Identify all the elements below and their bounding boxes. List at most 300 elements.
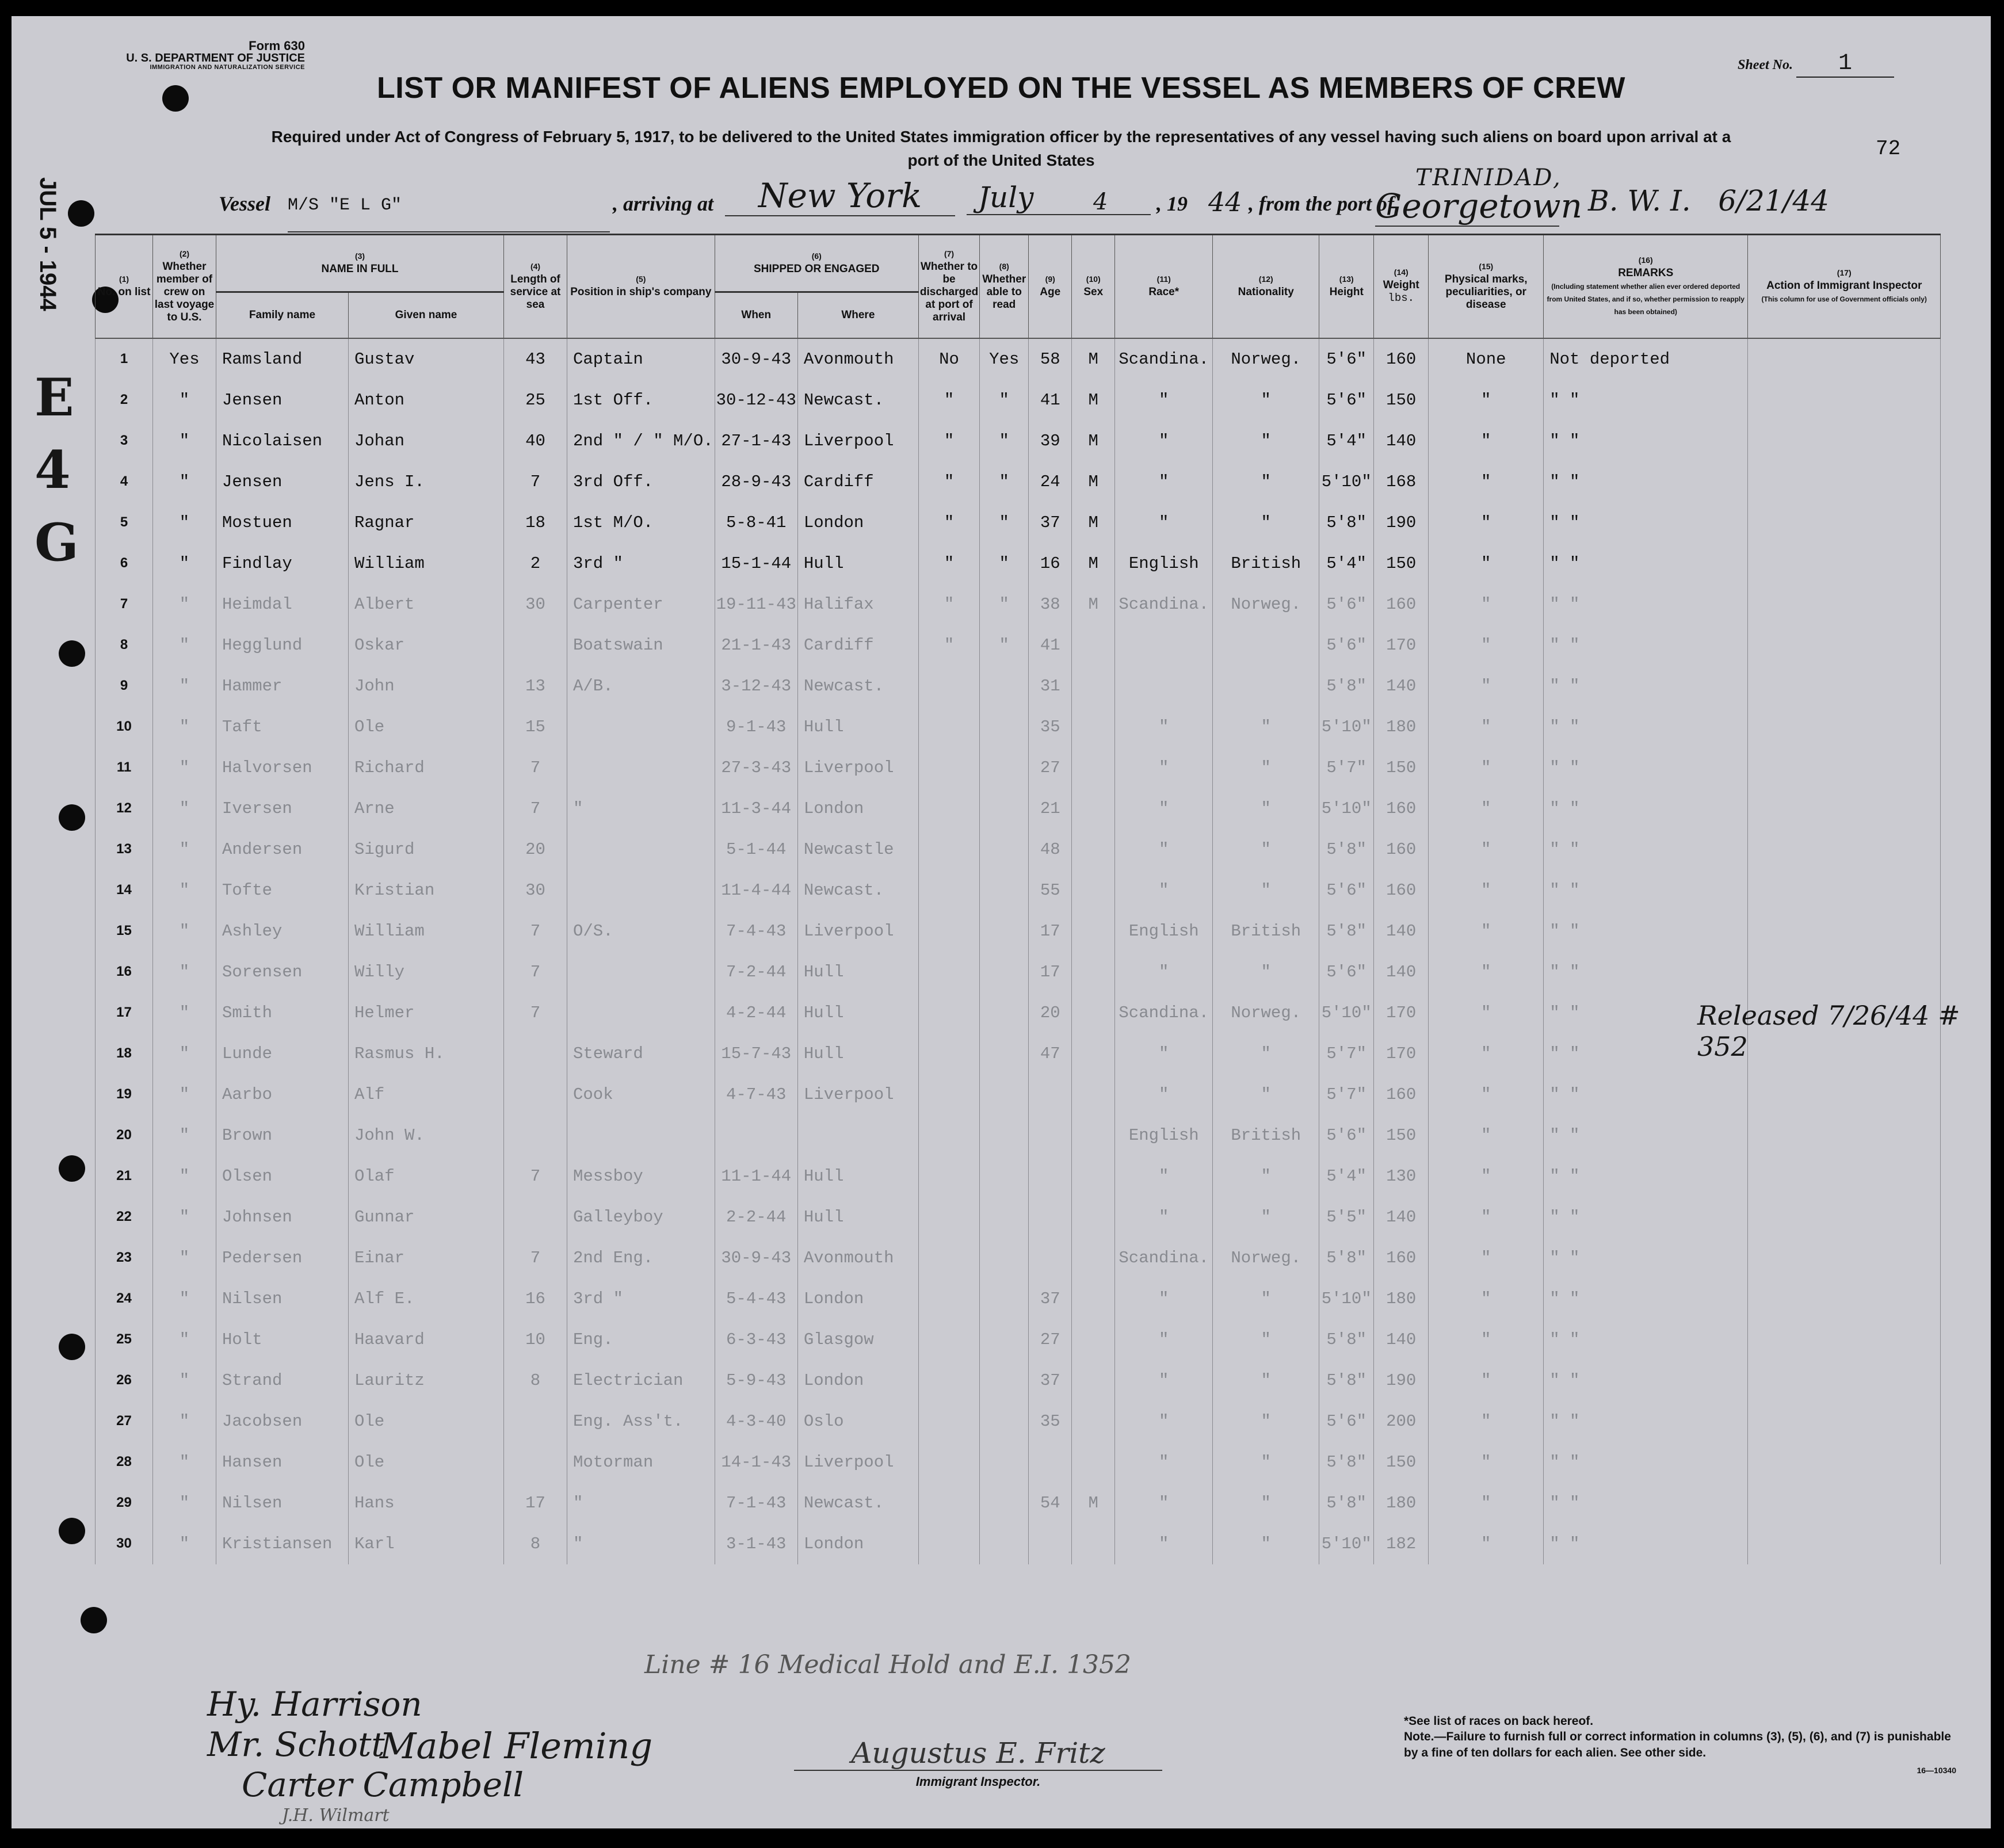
from-port-label: , from the port of — [1249, 192, 1395, 215]
cell-given: Rasmus H. — [349, 1033, 504, 1074]
cell-given: Hans — [349, 1483, 504, 1524]
cell-when: 30-12-43 — [715, 380, 797, 421]
table-row — [96, 1360, 1941, 1401]
cell-discharged — [918, 911, 979, 952]
cell-when: 14-1-43 — [715, 1442, 797, 1483]
cell-no: 10 — [96, 707, 153, 747]
cell-sex — [1072, 1524, 1115, 1564]
cell-discharged — [918, 829, 979, 870]
cell-where: Hull — [797, 707, 918, 747]
table-row — [96, 992, 1941, 1033]
cell-sex — [1072, 1156, 1115, 1197]
cell-service: 2 — [504, 543, 567, 584]
signature-3: Mabel Fleming — [380, 1725, 653, 1767]
cell-given: Gustav — [349, 338, 504, 380]
cell-discharged: " — [918, 543, 979, 584]
cell-sex — [1072, 1238, 1115, 1278]
cell-marks: " — [1429, 1319, 1544, 1360]
cell-age: 20 — [1029, 992, 1072, 1033]
cell-discharged — [918, 666, 979, 707]
cell-race: " — [1115, 1401, 1213, 1442]
cell-height: 5'6" — [1319, 625, 1374, 666]
cell-remarks: " " — [1544, 1524, 1748, 1564]
cell-member: " — [153, 584, 216, 625]
cell-weight: 150 — [1374, 543, 1429, 584]
cell-service: 13 — [504, 666, 567, 707]
cell-service: 7 — [504, 1156, 567, 1197]
cell-position — [567, 1115, 715, 1156]
cell-position: 3rd Off. — [567, 461, 715, 502]
cell-no: 27 — [96, 1401, 153, 1442]
cell-discharged — [918, 1074, 979, 1115]
cell-family: Ramsland — [216, 338, 349, 380]
cell-height: 5'8" — [1319, 502, 1374, 543]
cell-read — [980, 1524, 1029, 1564]
cell-when: 4-2-44 — [715, 992, 797, 1033]
cell-race: " — [1115, 1278, 1213, 1319]
cell-given: Ole — [349, 1442, 504, 1483]
subtitle-line-1: Required under Act of Congress of February 5, 1917, to be delivered to the United States immigration officer by the representatives of any vessel having such aliens on board upon arrival at a — [271, 128, 1731, 146]
cell-where: Hull — [797, 1156, 918, 1197]
table-row — [96, 1401, 1941, 1442]
cell-discharged — [918, 1524, 979, 1564]
punch-hole — [59, 640, 85, 667]
cell-remarks: " " — [1544, 666, 1748, 707]
cell-nationality: " — [1213, 1319, 1319, 1360]
cell-family: Smith — [216, 992, 349, 1033]
cell-discharged — [918, 1319, 979, 1360]
year-label: , 19 — [1156, 192, 1188, 215]
cell-where: Liverpool — [797, 911, 918, 952]
cell-family: Heimdal — [216, 584, 349, 625]
cell-sex — [1072, 788, 1115, 829]
cell-race: English — [1115, 1115, 1213, 1156]
cell-where: Hull — [797, 1197, 918, 1238]
inspector-label: Immigrant Inspector. — [915, 1774, 1041, 1789]
cell-age — [1029, 1238, 1072, 1278]
cell-service — [504, 1074, 567, 1115]
cell-member: " — [153, 829, 216, 870]
cell-no: 5 — [96, 502, 153, 543]
cell-nationality: British — [1213, 543, 1319, 584]
line-note: Line # 16 Medical Hold and E.I. 1352 — [644, 1650, 1131, 1679]
cell-position: " — [567, 788, 715, 829]
cell-where: London — [797, 1278, 918, 1319]
cell-when: 5-4-43 — [715, 1278, 797, 1319]
cell-age: 41 — [1029, 625, 1072, 666]
cell-family: Halvorsen — [216, 747, 349, 788]
cell-where: Avonmouth — [797, 1238, 918, 1278]
cell-sex — [1072, 1074, 1115, 1115]
cell-age: 17 — [1029, 952, 1072, 992]
table-row — [96, 1238, 1941, 1278]
cell-race: " — [1115, 1524, 1213, 1564]
cell-sex: M — [1072, 461, 1115, 502]
cell-weight: 180 — [1374, 707, 1429, 747]
cell-action — [1748, 1156, 1941, 1197]
cell-when: 7-1-43 — [715, 1483, 797, 1524]
cell-race: " — [1115, 1074, 1213, 1115]
cell-action — [1748, 338, 1941, 380]
cell-action — [1748, 911, 1941, 952]
cell-no: 25 — [96, 1319, 153, 1360]
signature-2: Mr. Schott — [207, 1725, 385, 1764]
cell-sex — [1072, 625, 1115, 666]
cell-position: 3rd " — [567, 1278, 715, 1319]
cell-discharged: No — [918, 338, 979, 380]
cell-age: 35 — [1029, 707, 1072, 747]
from-port-annotation: TRINIDAD, — [1415, 165, 1562, 191]
cell-nationality: Norweg. — [1213, 584, 1319, 625]
cell-weight: 182 — [1374, 1524, 1429, 1564]
cell-read: " — [980, 584, 1029, 625]
cell-no: 11 — [96, 747, 153, 788]
cell-member: " — [153, 952, 216, 992]
cell-where: Liverpool — [797, 1074, 918, 1115]
cell-service: 7 — [504, 461, 567, 502]
cell-read — [980, 1115, 1029, 1156]
cell-height: 5'4" — [1319, 543, 1374, 584]
cell-no: 15 — [96, 911, 153, 952]
cell-remarks: " " — [1544, 421, 1748, 461]
cell-discharged: " — [918, 584, 979, 625]
cell-race — [1115, 625, 1213, 666]
cell-remarks: " " — [1544, 747, 1748, 788]
cell-sex — [1072, 829, 1115, 870]
cell-height: 5'8" — [1319, 1483, 1374, 1524]
cell-race: " — [1115, 421, 1213, 461]
table-row — [96, 747, 1941, 788]
col-header-height: (13) Height — [1319, 235, 1374, 338]
cell-marks: " — [1429, 952, 1544, 992]
cell-service: 30 — [504, 584, 567, 625]
cell-family: Hegglund — [216, 625, 349, 666]
cell-sex — [1072, 666, 1115, 707]
table-row — [96, 584, 1941, 625]
cell-where: Oslo — [797, 1401, 918, 1442]
cell-sex — [1072, 1401, 1115, 1442]
cell-where: London — [797, 1524, 918, 1564]
cell-read — [980, 707, 1029, 747]
cell-position: Motorman — [567, 1442, 715, 1483]
manifest-subtitle — [115, 125, 1887, 172]
cell-nationality: " — [1213, 829, 1319, 870]
table-row — [96, 1483, 1941, 1524]
form-code: 16—10340 — [1917, 1765, 1956, 1775]
cell-when: 5-1-44 — [715, 829, 797, 870]
cell-marks: " — [1429, 461, 1544, 502]
cell-where: Avonmouth — [797, 338, 918, 380]
cell-when: 5-9-43 — [715, 1360, 797, 1401]
cell-nationality: " — [1213, 1278, 1319, 1319]
cell-discharged — [918, 1033, 979, 1074]
cell-position — [567, 952, 715, 992]
cell-read — [980, 1278, 1029, 1319]
cell-marks: None — [1429, 338, 1544, 380]
cell-read — [980, 1238, 1029, 1278]
cell-given: Kristian — [349, 870, 504, 911]
cell-remarks: " " — [1544, 1197, 1748, 1238]
table-row — [96, 1278, 1941, 1319]
col-header-race: (11) Race* — [1115, 235, 1213, 338]
cell-weight: 190 — [1374, 1360, 1429, 1401]
cell-given: Alf — [349, 1074, 504, 1115]
table-row — [96, 1442, 1941, 1483]
cell-read — [980, 1074, 1029, 1115]
col-header-given-name: Given name — [349, 292, 504, 338]
cell-remarks: Not deported — [1544, 338, 1748, 380]
cell-family: Nilsen — [216, 1483, 349, 1524]
cell-nationality: Norweg. — [1213, 1238, 1319, 1278]
cell-member: " — [153, 1197, 216, 1238]
cell-given: Oskar — [349, 625, 504, 666]
cell-position: A/B. — [567, 666, 715, 707]
cell-when: 19-11-43 — [715, 584, 797, 625]
cell-action — [1748, 870, 1941, 911]
cell-sex — [1072, 747, 1115, 788]
cell-nationality: " — [1213, 1074, 1319, 1115]
cell-where — [797, 1115, 918, 1156]
cell-age: 47 — [1029, 1033, 1072, 1074]
cell-no: 12 — [96, 788, 153, 829]
cell-read — [980, 1156, 1029, 1197]
cell-nationality: " — [1213, 421, 1319, 461]
col-header-action: (17) Action of Immigrant Inspector (This column for use of Government officials only) — [1748, 235, 1941, 338]
cell-family: Nilsen — [216, 1278, 349, 1319]
cell-height: 5'7" — [1319, 1033, 1374, 1074]
cell-marks: " — [1429, 1156, 1544, 1197]
arrival-month: July — [967, 181, 1151, 215]
cell-family: Hansen — [216, 1442, 349, 1483]
cell-age: 37 — [1029, 1278, 1072, 1319]
cell-member: " — [153, 1074, 216, 1115]
cell-member: " — [153, 1033, 216, 1074]
cell-family: Strand — [216, 1360, 349, 1401]
cell-nationality — [1213, 625, 1319, 666]
date-stamp — [29, 177, 63, 350]
table-row — [96, 707, 1941, 747]
cell-no: 21 — [96, 1156, 153, 1197]
cell-weight: 140 — [1374, 1197, 1429, 1238]
cell-sex — [1072, 1197, 1115, 1238]
cell-sex — [1072, 1360, 1115, 1401]
cell-when: 4-3-40 — [715, 1401, 797, 1442]
cell-sex: M — [1072, 380, 1115, 421]
col-header-sex: (10) Sex — [1072, 235, 1115, 338]
cell-no: 28 — [96, 1442, 153, 1483]
cell-discharged: " — [918, 461, 979, 502]
cell-member: " — [153, 625, 216, 666]
margin-code: E 4 G — [35, 367, 79, 573]
cell-position — [567, 747, 715, 788]
cell-no: 19 — [96, 1074, 153, 1115]
vessel-name: M/S "E L G" — [288, 189, 610, 232]
cell-member: " — [153, 1524, 216, 1564]
cell-where: Hull — [797, 1033, 918, 1074]
manifest-sheet — [12, 16, 1991, 1828]
cell-age: 17 — [1029, 911, 1072, 952]
cell-where: Hull — [797, 952, 918, 992]
cell-age: 35 — [1029, 1401, 1072, 1442]
cell-service — [504, 1442, 567, 1483]
cell-age: 27 — [1029, 747, 1072, 788]
cell-family: Holt — [216, 1319, 349, 1360]
cell-position: Steward — [567, 1033, 715, 1074]
cell-service — [504, 1197, 567, 1238]
table-row — [96, 461, 1941, 502]
cell-remarks: " " — [1544, 911, 1748, 952]
cell-position: 3rd " — [567, 543, 715, 584]
cell-no: 4 — [96, 461, 153, 502]
cell-where: Glasgow — [797, 1319, 918, 1360]
cell-family: Olsen — [216, 1156, 349, 1197]
from-port: Georgetown — [1375, 186, 1582, 226]
cell-given: Johan — [349, 421, 504, 461]
cell-race: Scandina. — [1115, 992, 1213, 1033]
cell-weight: 150 — [1374, 747, 1429, 788]
cell-position: 1st Off. — [567, 380, 715, 421]
cell-action — [1748, 502, 1941, 543]
cell-given: Olaf — [349, 1156, 504, 1197]
cell-weight: 140 — [1374, 1319, 1429, 1360]
cell-height: 5'8" — [1319, 911, 1374, 952]
cell-where: Liverpool — [797, 747, 918, 788]
cell-family: Tofte — [216, 870, 349, 911]
cell-action — [1748, 1197, 1941, 1238]
cell-race: " — [1115, 1442, 1213, 1483]
cell-service: 30 — [504, 870, 567, 911]
cell-age — [1029, 1197, 1072, 1238]
cell-family: Taft — [216, 707, 349, 747]
cell-nationality: " — [1213, 1401, 1319, 1442]
crew-rows — [96, 338, 1941, 1564]
cell-read — [980, 747, 1029, 788]
cell-action — [1748, 1278, 1941, 1319]
cell-discharged — [918, 992, 979, 1033]
cell-discharged — [918, 1278, 979, 1319]
crew-manifest-table — [95, 234, 1941, 1564]
col-header-weight: (14) Weight lbs. — [1374, 235, 1429, 338]
cell-action — [1748, 584, 1941, 625]
cell-given: Lauritz — [349, 1360, 504, 1401]
table-row — [96, 1033, 1941, 1074]
cell-height: 5'4" — [1319, 1156, 1374, 1197]
signature-4: Carter Campbell — [242, 1765, 524, 1804]
cell-family: Mostuen — [216, 502, 349, 543]
signature-5: J.H. Wilmart — [282, 1805, 390, 1826]
cell-read — [980, 992, 1029, 1033]
inspector-signature: Augustus E. Fritz — [794, 1736, 1162, 1771]
cell-discharged — [918, 788, 979, 829]
cell-age: 37 — [1029, 502, 1072, 543]
cell-marks: " — [1429, 1115, 1544, 1156]
cell-no: 20 — [96, 1115, 153, 1156]
cell-age — [1029, 1524, 1072, 1564]
cell-height: 5'8" — [1319, 1360, 1374, 1401]
cell-remarks: " " — [1544, 1278, 1748, 1319]
cell-service: 16 — [504, 1278, 567, 1319]
cell-action — [1748, 1442, 1941, 1483]
cell-member: Yes — [153, 338, 216, 380]
cell-weight: 160 — [1374, 788, 1429, 829]
cell-remarks: " " — [1544, 870, 1748, 911]
footer-notes — [1404, 1713, 1956, 1776]
cell-read — [980, 1319, 1029, 1360]
cell-family: Hammer — [216, 666, 349, 707]
cell-position — [567, 829, 715, 870]
cell-weight: 160 — [1374, 870, 1429, 911]
cell-weight: 170 — [1374, 625, 1429, 666]
cell-action — [1748, 421, 1941, 461]
cell-when — [715, 1115, 797, 1156]
cell-given: Albert — [349, 584, 504, 625]
cell-given: Alf E. — [349, 1278, 504, 1319]
cell-action — [1748, 666, 1941, 707]
cell-nationality: " — [1213, 788, 1319, 829]
cell-service: 8 — [504, 1360, 567, 1401]
cell-height: 5'10" — [1319, 992, 1374, 1033]
cell-height: 5'6" — [1319, 338, 1374, 380]
cell-height: 5'10" — [1319, 788, 1374, 829]
cell-race: English — [1115, 543, 1213, 584]
cell-weight: 180 — [1374, 1483, 1429, 1524]
release-annotation — [1697, 1000, 1991, 1062]
cell-no: 6 — [96, 543, 153, 584]
cell-remarks: " " — [1544, 1033, 1748, 1074]
cell-member: " — [153, 992, 216, 1033]
cell-sex: M — [1072, 543, 1115, 584]
cell-marks: " — [1429, 421, 1544, 461]
cell-family: Kristiansen — [216, 1524, 349, 1564]
col-header-family-name: Family name — [216, 292, 349, 338]
cell-weight: 160 — [1374, 584, 1429, 625]
cell-no: 29 — [96, 1483, 153, 1524]
cell-where: Newcast. — [797, 380, 918, 421]
cell-action — [1748, 1524, 1941, 1564]
cell-where: Newcast. — [797, 1483, 918, 1524]
cell-no: 8 — [96, 625, 153, 666]
cell-sex — [1072, 870, 1115, 911]
cell-discharged — [918, 1115, 979, 1156]
cell-where: Halifax — [797, 584, 918, 625]
cell-weight: 140 — [1374, 666, 1429, 707]
cell-member: " — [153, 707, 216, 747]
cell-nationality: " — [1213, 1360, 1319, 1401]
table-row — [96, 421, 1941, 461]
cell-member: " — [153, 1238, 216, 1278]
cell-read — [980, 829, 1029, 870]
cell-race: " — [1115, 747, 1213, 788]
cell-remarks: " " — [1544, 1238, 1748, 1278]
col-header-where: Where — [797, 292, 918, 338]
cell-nationality: " — [1213, 380, 1319, 421]
cell-race: Scandina. — [1115, 338, 1213, 380]
cell-height: 5'6" — [1319, 1401, 1374, 1442]
cell-race: " — [1115, 1483, 1213, 1524]
cell-height: 5'4" — [1319, 421, 1374, 461]
cell-member: " — [153, 502, 216, 543]
cell-discharged — [918, 1401, 979, 1442]
cell-family: Jensen — [216, 461, 349, 502]
cell-height: 5'8" — [1319, 1319, 1374, 1360]
cell-family: Pedersen — [216, 1238, 349, 1278]
cell-when: 7-4-43 — [715, 911, 797, 952]
cell-age: 41 — [1029, 380, 1072, 421]
col-header-age: (9) Age — [1029, 235, 1072, 338]
sheet-number-label: Sheet No. — [1738, 58, 1793, 72]
cell-height: 5'10" — [1319, 1278, 1374, 1319]
cell-read — [980, 952, 1029, 992]
